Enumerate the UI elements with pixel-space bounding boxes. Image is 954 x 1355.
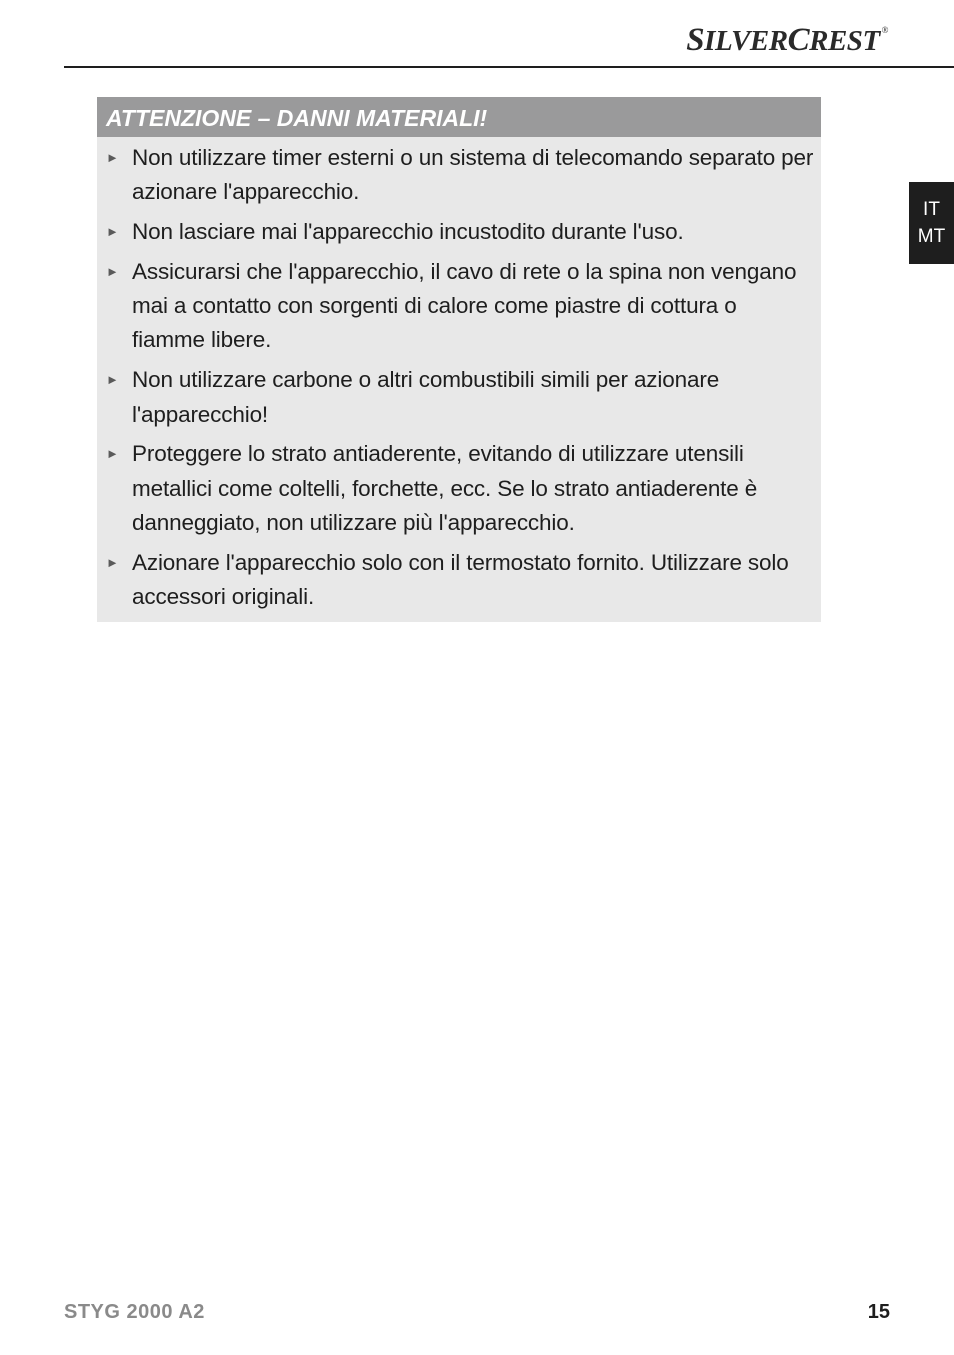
warning-item [97,141,821,210]
warning-box [97,97,821,622]
model-number: STYG 2000 A2 [64,1301,205,1323]
warning-item [97,546,821,615]
language-code-mt: MT [917,226,946,247]
warning-list [97,137,821,614]
page-number: 15 [867,1301,890,1323]
warning-item-text: Azionare l'apparecchio solo con il termostato fornito. Utilizzare solo accessori originali. [132,549,789,610]
warning-item-text: Proteggere lo strato antiaderente, evitando di utilizzare utensili metallici come coltelli, forchette, ecc. Se lo strato antiaderente è danneggiato, non utilizzare più l'apparecchio. [132,441,758,535]
warning-item [97,215,821,249]
arrow-bullet-icon: ► [106,263,119,279]
header-divider [64,66,954,68]
language-tab [909,182,954,264]
warning-title: ATTENZIONE – DANNI MATERIALI! [97,97,821,137]
warning-item [97,437,821,540]
warning-item [97,255,821,358]
warning-item-text: Assicurarsi che l'apparecchio, il cavo di rete o la spina non vengano mai a contatto con sorgenti di calore come piastre di cottura o fiamme libere. [132,258,797,353]
arrow-bullet-icon: ► [106,150,119,165]
arrow-bullet-icon: ► [106,372,119,388]
language-code-it: IT [923,199,940,220]
warning-item-text: Non lasciare mai l'apparecchio incustodito durante l'uso. [132,219,684,245]
warning-item-text: Non utilizzare carbone o altri combustibili simili per azionare l'apparecchio! [132,367,720,427]
warning-item-text: Non utilizzare timer esterni o un sistema di telecomando separato per azionare l'apparecchio. [132,145,814,205]
arrow-bullet-icon: ► [106,554,119,570]
silvercrest-logo: SILVERCREST ® [686,22,888,58]
arrow-bullet-icon: ► [106,446,119,462]
arrow-bullet-icon: ► [106,224,119,240]
warning-item [97,363,821,432]
